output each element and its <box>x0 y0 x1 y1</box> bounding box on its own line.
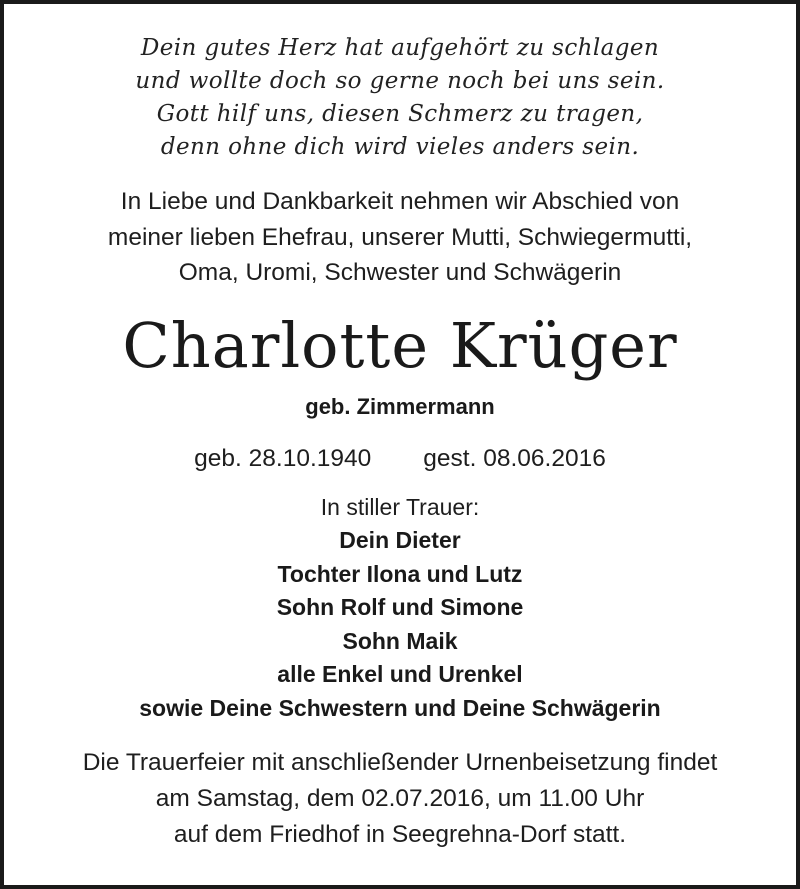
death-date: gest. 08.06.2016 <box>423 445 606 472</box>
funeral-line: Die Trauerfeier mit anschließender Urnenbeisetzung findet <box>82 749 718 776</box>
mourner-entry: alle Enkel und Urenkel <box>277 661 523 687</box>
verse-line: denn ohne dich wird vieles anders sein. <box>160 134 640 160</box>
intro-line: Oma, Uromi, Schwester und Schwägerin <box>178 259 622 286</box>
funeral-line: am Samstag, dem 02.07.2016, um 11.00 Uhr <box>155 785 645 812</box>
mourning-label: In stiller Trauer: <box>320 494 480 520</box>
mourner-entry: Dein Dieter <box>339 527 461 553</box>
mourner-entry: Sohn Rolf und Simone <box>276 594 524 620</box>
mourner-entry: Sohn Maik <box>342 627 458 654</box>
funeral-details <box>4 745 796 853</box>
farewell-intro <box>4 184 796 291</box>
life-dates <box>4 442 796 476</box>
funeral-line: auf dem Friedhof in Seegrehna-Dorf statt. <box>173 821 627 848</box>
birth-date: geb. 28.10.1940 <box>194 445 372 472</box>
mourner-entry: sowie Deine Schwestern und Deine Schwägerin <box>139 694 661 721</box>
intro-line: meiner lieben Ehefrau, unserer Mutti, Schwiegermutti, <box>107 223 693 251</box>
mourner-entry: Tochter Ilona und Lutz <box>277 560 523 587</box>
memorial-verse <box>4 32 796 164</box>
deceased-name: Charlotte Krüger <box>122 309 678 382</box>
verse-line: und wollte doch so gerne noch bei uns sein. <box>135 68 665 94</box>
maiden-name: geb. Zimmermann <box>305 394 495 419</box>
intro-line: In Liebe und Dankbarkeit nehmen wir Abschied von <box>120 188 680 215</box>
mourners-list <box>4 524 796 725</box>
verse-line: Dein gutes Herz hat aufgehört zu schlagen <box>140 35 660 61</box>
verse-line: Gott hilf uns, diesen Schmerz zu tragen, <box>156 101 644 127</box>
